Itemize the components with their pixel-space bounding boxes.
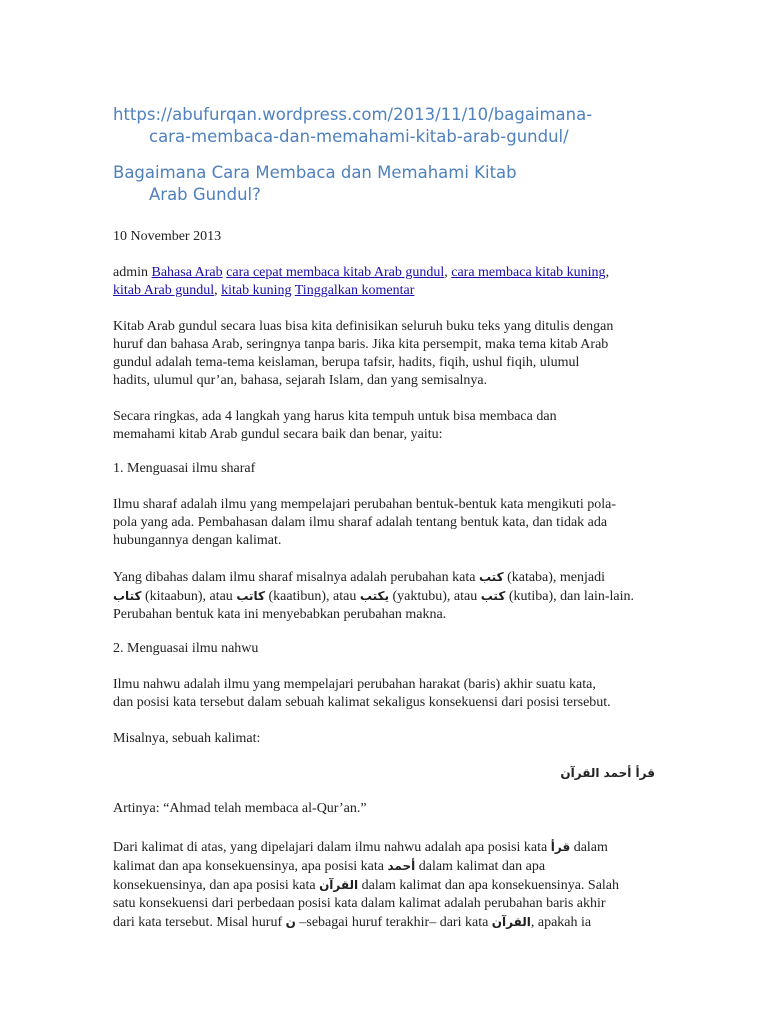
tag-link-kitab-kuning[interactable]: kitab kuning — [221, 283, 292, 298]
page-title — [113, 162, 673, 206]
arabic-sentence: قرأ أحمد القرآن — [560, 766, 655, 780]
text-run: dari kata tersebut. Misal huruf — [113, 915, 286, 930]
text-run: –sebagai huruf terakhir– dari kata — [295, 915, 492, 930]
text-run: Dari kalimat di atas, yang dipelajari dalam ilmu nahwu adalah apa posisi kata — [113, 840, 551, 855]
text-run: , apakah ia — [530, 915, 592, 930]
arabic-word: القرآن — [319, 878, 359, 892]
text-run: (kitaabun), atau — [141, 589, 237, 604]
paragraph-sharaf-example — [113, 568, 658, 624]
text-run: (yaktubu), atau — [388, 589, 481, 604]
title-line1: Bagaimana Cara Membaca dan Memahami Kitab — [113, 163, 517, 182]
arabic-word: كتب — [478, 570, 504, 584]
arabic-word: كاتب — [236, 589, 266, 603]
arabic-word: كتب — [480, 589, 506, 603]
arabic-word: ن — [285, 915, 296, 929]
text-run: (kaatibun), atau — [265, 589, 360, 604]
tag-link-cara-cepat[interactable]: cara cepat membaca kitab Arab gundul — [226, 265, 445, 280]
text-line: Secara ringkas, ada 4 langkah yang harus kita tempuh untuk bisa membaca dan — [113, 409, 557, 424]
text-line: gundul adalah tema-tema keislaman, berupa tafsir, hadits, fiqih, ushul fiqih, ulumul — [113, 355, 580, 370]
arabic-word: القرآن — [491, 915, 531, 929]
text-line: Kitab Arab gundul secara luas bisa kita definisikan seluruh buku teks yang ditulis dengan — [113, 319, 614, 334]
text-line: hadits, ulumul qur’an, bahasa, sejarah Islam, dan yang semisalnya. — [113, 373, 488, 388]
text-line: pola yang ada. Pembahasan dalam ilmu sharaf adalah tentang bentuk kata, dan tidak ada — [113, 515, 608, 530]
text-run: Yang dibahas dalam ilmu sharaf misalnya adalah perubahan kata — [113, 570, 479, 585]
text-line: satu konsekuensi dari perbedaan posisi kata dalam kalimat adalah perubahan baris akhir — [113, 896, 606, 911]
text-line: dan posisi kata tersebut dalam sebuah kalimat sekaligus konsekuensi dari posisi tersebut. — [113, 695, 611, 710]
text-run: konsekuensinya, dan apa posisi kata — [113, 878, 320, 893]
paragraph-nahwu — [113, 676, 658, 712]
url-heading-line1: https://abufurqan.wordpress.com/2013/11/10/bagaimana- — [113, 105, 593, 124]
step-2-heading: 2. Menguasai ilmu nahwu — [113, 641, 259, 656]
paragraph-steps-intro — [113, 408, 658, 444]
text-run: kalimat dan apa konsekuensinya, apa posisi kata — [113, 859, 388, 874]
paragraph-example-intro: Misalnya, sebuah kalimat: — [113, 731, 261, 746]
text-run: (kataba), menjadi — [503, 570, 606, 585]
url-heading — [113, 104, 673, 148]
text-line: Ilmu nahwu adalah ilmu yang mempelajari perubahan harakat (baris) akhir suatu kata, — [113, 677, 596, 692]
text-line: Ilmu sharaf adalah ilmu yang mempelajari perubahan bentuk-bentuk kata mengikuti pola- — [113, 497, 617, 512]
tag-link-kitab-arab-gundul[interactable]: kitab Arab gundul — [113, 283, 215, 298]
translation: Artinya: “Ahmad telah membaca al-Qur’an.” — [113, 801, 367, 816]
url-heading-line2: cara-membaca-dan-memahami-kitab-arab-gundul/ — [149, 127, 569, 146]
text-run: dalam — [570, 840, 608, 855]
paragraph-intro — [113, 318, 658, 390]
text-line: hubungannya dengan kalimat. — [113, 533, 282, 548]
arabic-word: أحمد — [387, 859, 416, 873]
step-1-heading: 1. Menguasai ilmu sharaf — [113, 461, 256, 476]
tag-link-bahasa-arab[interactable]: Bahasa Arab — [151, 265, 223, 280]
post-meta: admin Bahasa Arab cara cepat membaca kitab Arab gundul, cara membaca kitab kuning, kitab Arab gundul, kitab kuning Tinggalkan komentar — [113, 265, 610, 298]
arabic-word: قرأ — [550, 840, 571, 854]
author-name: admin — [113, 265, 148, 280]
text-line: huruf dan bahasa Arab, seringnya tanpa baris. Jika kita persempit, maka tema kitab Arab — [113, 337, 609, 352]
tag-link-cara-membaca[interactable]: cara membaca kitab kuning — [451, 265, 606, 280]
title-line2: Arab Gundul? — [149, 185, 261, 204]
arabic-word: يكتب — [359, 589, 389, 603]
text-run: dalam kalimat dan apa konsekuensinya. Salah — [358, 878, 620, 893]
text-run: dalam kalimat dan apa — [415, 859, 546, 874]
leave-comment-link[interactable]: Tinggalkan komentar — [294, 283, 415, 298]
paragraph-nahwu-explanation — [113, 838, 658, 932]
text-run: (kutiba), dan lain-lain. — [505, 589, 634, 604]
post-date: 10 November 2013 — [113, 229, 222, 244]
paragraph-sharaf — [113, 496, 658, 550]
text-line: Perubahan bentuk kata ini menyebabkan perubahan makna. — [113, 607, 447, 622]
text-line: memahami kitab Arab gundul secara baik dan benar, yaitu: — [113, 427, 443, 442]
arabic-word: كتاب — [113, 589, 142, 603]
